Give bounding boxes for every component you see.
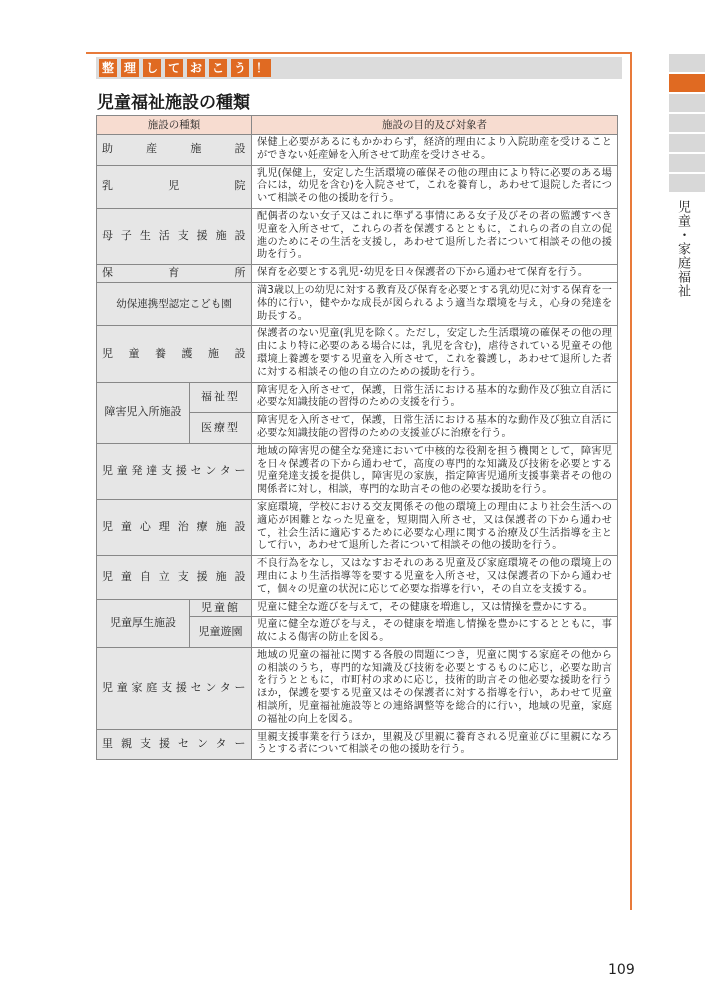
table-row [97, 208, 618, 264]
facility-name: 母子生活支援施設 [97, 208, 252, 264]
facility-name: 里親支援センター [97, 729, 252, 760]
facility-subtype: 医療型 [190, 413, 252, 444]
facility-subtype: 児童遊園 [190, 617, 252, 648]
table-row [97, 443, 618, 499]
facility-description: 保健上必要があるにもかかわらず，経済的理由により入院助産を受けることができない妊産婦を入所させて助産を受けさせる。 [252, 135, 618, 166]
facility-table [96, 115, 618, 760]
facility-name: 乳児院 [97, 165, 252, 208]
table-row [97, 599, 618, 617]
banner-char: て [165, 59, 183, 77]
facility-description: 地域の児童の福祉に関する各般の問題につき，児童に関する家庭その他からの相談のうち，専門的な知識及び技術を必要とするものに応じ，必要な助言を行うとともに，市町村の求めに応じ，技術的助言その他必要な援助を行うほか，保護を要する児童又はその保護者に対する指導を行い，あわせて児童相談所，児童福祉施設等との連絡調整等を総合的に行い，地域の児童，家庭の福祉の向上を図る。 [252, 647, 618, 729]
banner-char: お [187, 59, 205, 77]
chapter-tab[interactable] [669, 94, 705, 112]
facility-name: 障害児入所施設 [97, 382, 190, 443]
table-row [97, 729, 618, 760]
banner-char: 理 [121, 59, 139, 77]
facility-name: 児童自立支援施設 [97, 556, 252, 599]
chapter-label: 児童・家庭福祉 [675, 200, 690, 298]
facility-name: 児童発達支援センター [97, 443, 252, 499]
facility-name: 助産施設 [97, 135, 252, 166]
facility-subtype: 福祉型 [190, 382, 252, 413]
facility-name: 児童養護施設 [97, 326, 252, 382]
facility-description: 障害児を入所させて，保護，日常生活における基本的な動作及び独立自活に必要な知識技能の習得のための支援並びに治療を行う。 [252, 413, 618, 444]
table-row [97, 382, 618, 413]
facility-description: 地域の障害児の健全な発達において中核的な役割を担う機関として，障害児を日々保護者の下から通わせて，高度の専門的な知識及び技術を必要とする児童発達支援を提供し，障害児の家族，指定障害児通所支援事業者その他の関係者に対し，相談，専門的な助言その他の必要な援助を行う。 [252, 443, 618, 499]
banner-char: ！ [253, 59, 271, 77]
facility-description: 家庭環境，学校における交友関係その他の環境上の理由により社会生活への適応が困難となった児童を，短期間入所させ，又は保護者の下から通わせて，社会生活に適応するために必要な心理に関する治療及び生活指導を主として行い，あわせて退所した者について相談その他の援助を行う。 [252, 499, 618, 555]
facility-name: 保育所 [97, 265, 252, 283]
column-header-type: 施設の種類 [97, 116, 252, 135]
page-number: 109 [608, 962, 635, 978]
facility-name: 児童厚生施設 [97, 599, 190, 647]
table-row [97, 282, 618, 325]
chapter-tab[interactable] [669, 114, 705, 132]
facility-description: 障害児を入所させて，保護，日常生活における基本的な動作及び独立自活に必要な知識技能の習得のための支援を行う。 [252, 382, 618, 413]
facility-description: 児童に健全な遊びを与えて，その健康を増進し，又は情操を豊かにする。 [252, 599, 618, 617]
chapter-tab-active[interactable] [669, 74, 705, 92]
facility-description: 児童に健全な遊びを与え，その健康を増進し情操を豊かにするとともに，事故による傷害の防止を図る。 [252, 617, 618, 648]
facility-description: 保護者のない児童(乳児を除く。ただし，安定した生活環境の確保その他の理由により特に必要のある場合には，乳児を含む)，虐待されている児童その他環境上養護を要する児童を入所させて，これを養護し，あわせて退所した者に対する相談その他の自立のための援助を行う。 [252, 326, 618, 382]
table-header-row [97, 116, 618, 135]
chapter-tab[interactable] [669, 154, 705, 172]
chapter-tabs [669, 54, 705, 194]
banner-char: う [231, 59, 249, 77]
table-row [97, 647, 618, 729]
facility-description: 保育を必要とする乳児･幼児を日々保護者の下から通わせて保育を行う。 [252, 265, 618, 283]
facility-description: 不良行為をなし，又はなすおそれのある児童及び家庭環境その他の環境上の理由により生活指導等を要する児童を入所させ，又は保護者の下から通わせて，個々の児童の状況に応じて必要な指導を行い，その自立を支援する。 [252, 556, 618, 599]
banner-char: 整 [99, 59, 117, 77]
chapter-tab[interactable] [669, 54, 705, 72]
facility-description: 里親支援事業を行うほか，里親及び里親に養育される児童並びに里親になろうとする者について相談その他の援助を行う。 [252, 729, 618, 760]
table-row [97, 265, 618, 283]
facility-name: 児童家庭支援センター [97, 647, 252, 729]
banner-char: こ [209, 59, 227, 77]
table-row [97, 165, 618, 208]
column-header-purpose: 施設の目的及び対象者 [252, 116, 618, 135]
facility-name: 幼保連携型認定こども園 [97, 282, 252, 325]
table-row [97, 326, 618, 382]
facility-description: 配偶者のない女子又はこれに準ずる事情にある女子及びその者の監護すべき児童を入所させて，これらの者を保護するとともに，これらの者の自立の促進のためにその生活を支援し，あわせて退所した者について相談その他の援助を行う。 [252, 208, 618, 264]
section-title: 児童福祉施設の種類 [97, 93, 250, 113]
facility-description: 満3歳以上の幼児に対する教育及び保育を必要とする乳幼児に対する保育を一体的に行い，健やかな成長が図られるよう適当な環境を与え，心身の発達を助長する。 [252, 282, 618, 325]
table-row [97, 556, 618, 599]
table-row [97, 499, 618, 555]
facility-name: 児童心理治療施設 [97, 499, 252, 555]
chapter-tab[interactable] [669, 174, 705, 192]
facility-subtype: 児童館 [190, 599, 252, 617]
table-row [97, 135, 618, 166]
facility-description: 乳児(保健上，安定した生活環境の確保その他の理由により特に必要のある場合には，幼児を含む)を入院させて，これを養育し，あわせて退院した者について相談その他の援助を行う。 [252, 165, 618, 208]
banner-char: し [143, 59, 161, 77]
chapter-tab[interactable] [669, 134, 705, 152]
